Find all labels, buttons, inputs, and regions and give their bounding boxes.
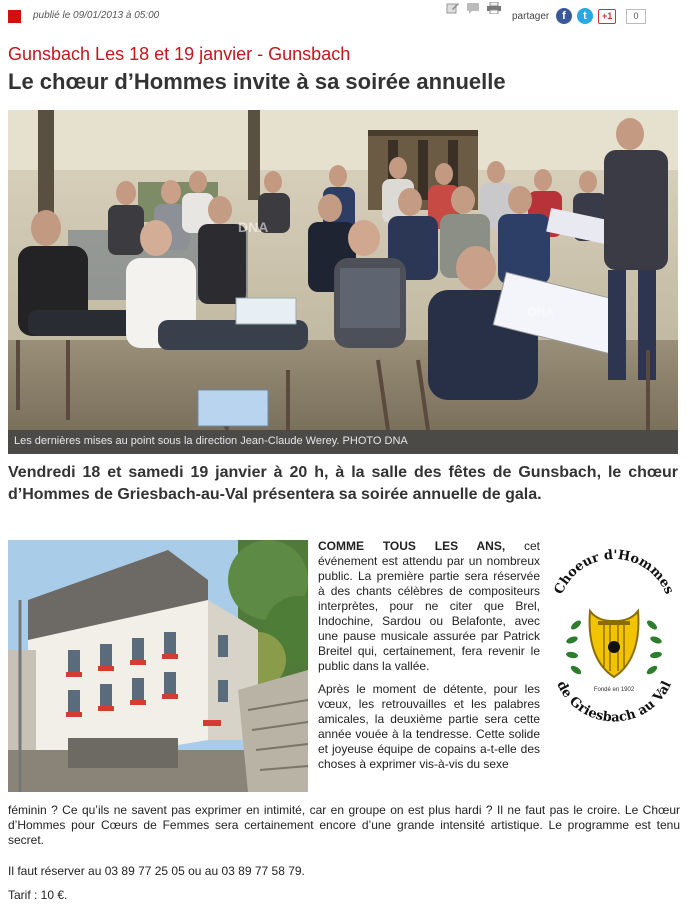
photo-caption: Les dernières mises au point sous la direction Jean-Claude Werey. PHOTO DNA	[14, 435, 408, 447]
paragraph-2-part-1: Après le moment de détente, pour les vœux, les retrouvailles et les palabres amicales, la deuxième partie sera cette année vouée à la tendresse. Cette solide et joyeuse équipe de copains a-t-elle des choses à exprimer vis-à-vis du sexe	[318, 682, 540, 771]
svg-text:DNA: DNA	[528, 305, 554, 319]
svg-text:Choeur d'Hommes: Choeur d'Hommes	[551, 547, 677, 597]
article-body-column	[318, 539, 540, 780]
print-icon[interactable]	[487, 2, 501, 14]
choir-rehearsal-photo	[8, 110, 678, 430]
paragraph-1	[318, 539, 540, 674]
logo-founded-text: Fondé en 1902	[593, 687, 635, 693]
google-plus-icon[interactable]: +1	[598, 9, 616, 24]
photo-caption-bar	[8, 430, 678, 454]
article-title: Le chœur d’Hommes invite à sa soirée annuelle	[8, 69, 506, 94]
paragraph-1-body: cet événement est attendu par un nombreux public. La première partie sera réservée à des chants célèbres de compositeurs interprètes, pour ne citer que Brel, Indochine, Sardou ou Belafonte, avec une pause musicale assurée par Patrick Breitel qui, certainement, fera revenir le public dans la vallée.	[318, 539, 540, 673]
section-marker	[8, 10, 21, 23]
svg-text:DNA: DNA	[238, 219, 269, 235]
share-count: 0	[626, 9, 646, 24]
paragraph-2-part-2: féminin ? Ce qu’ils ne savent pas exprimer en intimité, car en groupe on est plus hardi ? Il ne faut pas le croire. Le Chœur d’Hommes pour Cœurs de Femmes sera certainement encore d’une grande intensité artistique. Le programme est tenu secret.	[8, 803, 680, 847]
published-date: publié le 09/01/2013 à 05:00	[33, 10, 160, 21]
svg-text:de Griesbach au Val: de Griesbach au Val	[553, 678, 675, 726]
article-lead: Vendredi 18 et samedi 19 janvier à 20 h, à la salle des fêtes de Gunsbach, le chœur d’Hommes de Griesbach-au-Val présentera sa soirée annuelle de gala.	[8, 464, 678, 503]
twitter-icon[interactable]: t	[577, 8, 593, 24]
paragraph-1-opening: COMME TOUS LES ANS,	[318, 539, 506, 553]
venue-building-photo	[8, 540, 308, 792]
price-info: Tarif : 10 €.	[8, 888, 68, 902]
article-kicker: Gunsbach Les 18 et 19 janvier - Gunsbach	[8, 44, 351, 64]
edit-icon[interactable]	[446, 2, 460, 14]
reservation-info: Il faut réserver au 03 89 77 25 05 ou au 03 89 77 58 79.	[8, 864, 305, 878]
comment-icon[interactable]	[466, 2, 480, 14]
article-toolbar	[0, 0, 698, 34]
share-label: partager	[512, 11, 550, 22]
choir-logo	[548, 545, 680, 745]
facebook-icon[interactable]: f	[556, 8, 572, 24]
